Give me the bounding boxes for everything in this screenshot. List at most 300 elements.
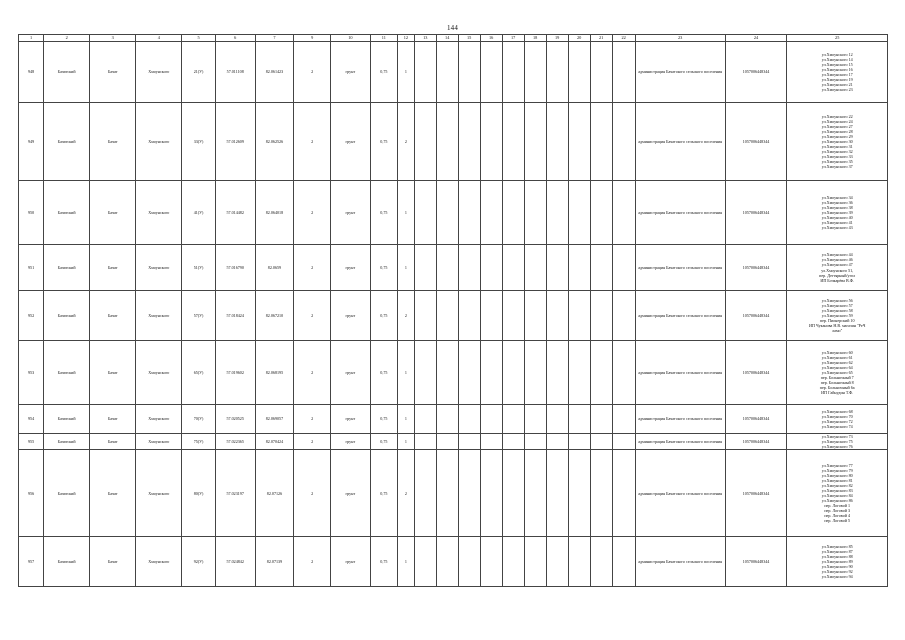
address-line: ул.Хмоунского 89 (821, 559, 853, 565)
record-number: 950 (19, 181, 44, 245)
locality-name: Бачат (90, 434, 136, 450)
column-9-value: 2 (294, 291, 331, 341)
empty-cell (458, 181, 480, 245)
ogrn-number: 1057006448344 (725, 341, 787, 405)
empty-cell (590, 341, 612, 405)
address-line: пер. Больничный 8 (820, 380, 854, 386)
settlement-name: Бачатский (44, 537, 90, 587)
latitude: 57.023197 (215, 450, 255, 537)
column-number: 6 (215, 35, 255, 42)
empty-cell (590, 181, 612, 245)
empty-cell (436, 341, 458, 405)
column-11-value: 0,75 (370, 405, 397, 434)
empty-cell (480, 405, 502, 434)
empty-cell (524, 537, 546, 587)
column-number: 23 (635, 35, 725, 42)
address-line: ул.Хмоунского 79 (821, 467, 853, 473)
table-row (19, 181, 888, 245)
settlement-name: Бачатский (44, 434, 90, 450)
latitude: 57.016790 (215, 245, 255, 291)
served-addresses (787, 291, 888, 341)
column-12-value: 2 (397, 103, 414, 181)
empty-cell (568, 405, 590, 434)
address-line: ул.Хмоунского 41 (821, 220, 853, 226)
column-number: 16 (480, 35, 502, 42)
owner-name: администрация Бачатского сельского поселения (635, 405, 725, 434)
empty-cell (524, 341, 546, 405)
address-line: ул.Хмоунского 33 (821, 154, 853, 160)
address-line: ИП Бочкарёва В.Ф. (820, 277, 855, 283)
column-number: 20 (568, 35, 590, 42)
empty-cell (414, 537, 436, 587)
column-9-value: 2 (294, 42, 331, 103)
column-number: 9 (294, 35, 331, 42)
column-number: 1 (19, 35, 44, 42)
settlement-name: Бачатский (44, 291, 90, 341)
owner-name: администрация Бачатского сельского поселения (635, 291, 725, 341)
address-line: ул.Хмоунского 83 (821, 488, 853, 494)
address-line: ул.Хмоунского 57 (821, 302, 853, 308)
address-line: ул.Хмоунского 59 (821, 312, 853, 318)
ogrn-number: 1057006448344 (725, 245, 787, 291)
empty-cell (502, 245, 524, 291)
latitude: 57.019602 (215, 341, 255, 405)
address-line: ул.Хмоунского 85 (821, 543, 853, 549)
address-line: ул.Хмоунского 40 (821, 215, 853, 221)
empty-cell (546, 181, 568, 245)
empty-cell (612, 103, 635, 181)
served-addresses (787, 405, 888, 434)
empty-cell (436, 537, 458, 587)
settlement-name: Бачатский (44, 42, 90, 103)
house-number: 70(У) (182, 405, 216, 434)
page-number: 144 (446, 24, 459, 32)
empty-cell (458, 405, 480, 434)
column-number: 5 (182, 35, 216, 42)
empty-cell (590, 103, 612, 181)
empty-cell (524, 291, 546, 341)
record-number: 953 (19, 341, 44, 405)
address-line: ул.Хмоунского 47 (821, 262, 853, 268)
column-9-value: 2 (294, 537, 331, 587)
empty-cell (436, 450, 458, 537)
address-line: пер. Больничный 6а (819, 385, 855, 391)
empty-cell (436, 434, 458, 450)
empty-cell (502, 341, 524, 405)
empty-cell (414, 450, 436, 537)
column-number: 2 (44, 35, 90, 42)
column-9-value: 2 (294, 103, 331, 181)
settlement-name: Бачатский (44, 341, 90, 405)
table-row (19, 103, 888, 181)
owner-name: администрация Бачатского сельского поселения (635, 245, 725, 291)
house-number: 75(У) (182, 434, 216, 450)
empty-cell (524, 181, 546, 245)
surface-type: грунт (330, 103, 370, 181)
longitude: 82.0659 (255, 245, 294, 291)
column-number: 17 (502, 35, 524, 42)
table-row (19, 537, 888, 587)
surface-type: грунт (330, 434, 370, 450)
empty-cell (546, 103, 568, 181)
address-line: ул.Хмоунского 38 (821, 204, 853, 210)
empty-cell (436, 405, 458, 434)
address-line: ул.Хмоунского 19 (821, 77, 853, 83)
owner-name: администрация Бачатского сельского поселения (635, 537, 725, 587)
empty-cell (458, 450, 480, 537)
empty-cell (414, 434, 436, 450)
column-12-value: 2 (397, 450, 414, 537)
record-number: 948 (19, 42, 44, 103)
empty-cell (546, 291, 568, 341)
address-line: ул.Хмоунского 21 (821, 82, 853, 88)
owner-name: администрация Бачатского сельского поселения (635, 181, 725, 245)
address-line: ул.Хмоунского 92 (821, 569, 853, 575)
record-number: 952 (19, 291, 44, 341)
empty-cell (480, 291, 502, 341)
column-number: 25 (787, 35, 888, 42)
address-line: ул.Хмоунского 70 (821, 413, 853, 419)
address-line: ул.Хмоунского 24 (821, 118, 853, 124)
column-11-value: 0,75 (370, 42, 397, 103)
address-line: ламо" (832, 328, 843, 334)
address-line: ул.Хмоунского 81 (821, 478, 853, 483)
empty-cell (502, 42, 524, 103)
address-line: ул.Хмоунского 27 (821, 123, 853, 129)
longitude: 82.070424 (255, 434, 294, 450)
empty-cell (480, 450, 502, 537)
column-11-value: 0,75 (370, 245, 397, 291)
empty-cell (590, 450, 612, 537)
empty-cell (612, 450, 635, 537)
address-line: ул.Хмоунского 94 (821, 574, 853, 580)
ogrn-number: 1057006448344 (725, 450, 787, 537)
street-name: Хмоунского (136, 291, 182, 341)
street-name: Хмоунского (136, 341, 182, 405)
served-addresses (787, 103, 888, 181)
served-addresses (787, 341, 888, 405)
empty-cell (568, 450, 590, 537)
latitude: 57.020525 (215, 405, 255, 434)
address-line: ул.Хмоунского 12 (821, 51, 853, 57)
column-12-value: 1 (397, 537, 414, 587)
longitude: 82.068195 (255, 341, 294, 405)
empty-cell (436, 42, 458, 103)
column-number: 13 (414, 35, 436, 42)
address-line: ул.Хмоунского 51, (821, 267, 854, 273)
empty-cell (590, 42, 612, 103)
column-number: 21 (590, 35, 612, 42)
column-number: 4 (136, 35, 182, 42)
address-line: ул.Хмоунского 87 (821, 549, 853, 555)
owner-name: администрация Бачатского сельского поселения (635, 42, 725, 103)
empty-cell (546, 434, 568, 450)
address-line: ул.Хмоунского 35 (821, 159, 853, 165)
empty-cell (568, 103, 590, 181)
house-number: 33(У) (182, 103, 216, 181)
address-line: ул.Хмоунского 30 (821, 138, 853, 144)
served-addresses (787, 245, 888, 291)
locality-name: Бачат (90, 341, 136, 405)
address-line: ул.Хмоунского 73 (821, 434, 853, 439)
address-line: ул.Хмоунского 46 (821, 257, 853, 263)
address-line: ул.Хмоунского 64 (821, 364, 853, 370)
empty-cell (436, 245, 458, 291)
address-line: ИП Чуканова Н.В. магазин "РеЧ (809, 323, 866, 329)
empty-cell (480, 434, 502, 450)
address-line: ул.Хмоунского 32 (821, 149, 853, 155)
empty-cell (568, 245, 590, 291)
latitude: 57.024842 (215, 537, 255, 587)
address-line: ул.Хмоунского 80 (821, 472, 853, 478)
empty-cell (590, 434, 612, 450)
table-row (19, 291, 888, 341)
empty-cell (436, 291, 458, 341)
address-line: пер. Логовой 1 (824, 503, 851, 509)
empty-cell (414, 341, 436, 405)
column-number-row (19, 35, 888, 42)
empty-cell (568, 42, 590, 103)
surface-type: грунт (330, 405, 370, 434)
column-number: 10 (330, 35, 370, 42)
empty-cell (524, 245, 546, 291)
table-row (19, 450, 888, 537)
address-line: пер. Логовой 5 (824, 518, 851, 524)
empty-cell (612, 434, 635, 450)
settlement-name: Бачатский (44, 450, 90, 537)
address-line: ул.Хмоунского 90 (821, 564, 853, 570)
address-line: ул.Хмоунского 72 (821, 419, 853, 424)
address-line: ул.Хмоунского 39 (821, 209, 853, 215)
empty-cell (480, 341, 502, 405)
empty-cell (568, 291, 590, 341)
latitude: 57.018424 (215, 291, 255, 341)
empty-cell (502, 434, 524, 450)
record-number: 955 (19, 434, 44, 450)
registry-body (19, 42, 888, 587)
settlement-name: Бачатский (44, 103, 90, 181)
street-name: Хмоунского (136, 181, 182, 245)
column-11-value: 0,75 (370, 450, 397, 537)
ogrn-number: 1057006448344 (725, 434, 787, 450)
latitude: 57.014482 (215, 181, 255, 245)
locality-name: Бачат (90, 181, 136, 245)
owner-name: администрация Бачатского сельского поселения (635, 103, 725, 181)
column-number: 3 (90, 35, 136, 42)
locality-name: Бачат (90, 245, 136, 291)
empty-cell (480, 181, 502, 245)
address-line: ул.Хмоунского 31 (821, 144, 853, 150)
ogrn-number: 1057006448344 (725, 42, 787, 103)
empty-cell (436, 181, 458, 245)
column-number: 15 (458, 35, 480, 42)
locality-name: Бачат (90, 450, 136, 537)
column-number: 7 (255, 35, 294, 42)
address-line: пер. Логовой 4 (824, 513, 851, 519)
table-row (19, 42, 888, 103)
empty-cell (502, 450, 524, 537)
address-line: пер. Дегтярный/угол (819, 272, 856, 278)
longitude: 82.067210 (255, 291, 294, 341)
empty-cell (502, 103, 524, 181)
column-9-value: 2 (294, 405, 331, 434)
record-number: 949 (19, 103, 44, 181)
address-line: ул.Хмоунского 84 (821, 493, 853, 499)
surface-type: грунт (330, 341, 370, 405)
column-12-value: 2 (397, 291, 414, 341)
served-addresses (787, 434, 888, 450)
empty-cell (568, 434, 590, 450)
empty-cell (590, 245, 612, 291)
house-number: 80(У) (182, 450, 216, 537)
empty-cell (546, 341, 568, 405)
empty-cell (458, 103, 480, 181)
street-name: Хмоунского (136, 245, 182, 291)
address-line: ул.Хмоунского 76 (821, 444, 853, 450)
ogrn-number: 1057006448344 (725, 291, 787, 341)
empty-cell (612, 42, 635, 103)
empty-cell (480, 537, 502, 587)
empty-cell (414, 42, 436, 103)
column-12-value: 1 (397, 405, 414, 434)
street-name: Хмоунского (136, 42, 182, 103)
house-number: 51(У) (182, 245, 216, 291)
column-12-value: 1 (397, 434, 414, 450)
surface-type: грунт (330, 42, 370, 103)
empty-cell (612, 181, 635, 245)
ogrn-number: 1057006448344 (725, 537, 787, 587)
empty-cell (546, 405, 568, 434)
column-11-value: 0,75 (370, 291, 397, 341)
locality-name: Бачат (90, 537, 136, 587)
registry-table (18, 34, 888, 587)
address-line: ул.Хмоунского 74 (821, 424, 853, 430)
empty-cell (568, 341, 590, 405)
served-addresses (787, 450, 888, 537)
record-number: 956 (19, 450, 44, 537)
address-line: ул.Хмоунского 43 (821, 225, 853, 231)
column-11-value: 0,75 (370, 434, 397, 450)
empty-cell (458, 434, 480, 450)
street-name: Хмоунского (136, 405, 182, 434)
empty-cell (458, 341, 480, 405)
address-line: ул.Хмоунского 15 (821, 61, 853, 67)
settlement-name: Бачатский (44, 181, 90, 245)
house-number: 41(У) (182, 181, 216, 245)
surface-type: грунт (330, 537, 370, 587)
empty-cell (502, 537, 524, 587)
settlement-name: Бачатский (44, 245, 90, 291)
longitude: 82.07139 (255, 537, 294, 587)
empty-cell (502, 405, 524, 434)
owner-name: администрация Бачатского сельского поселения (635, 450, 725, 537)
address-line: пер. Больничный 7 (820, 375, 854, 381)
column-number: 24 (725, 35, 787, 42)
empty-cell (524, 434, 546, 450)
address-line: ул.Хмоунского 22 (821, 113, 853, 119)
address-line: пер. Логовой 3 (824, 508, 851, 514)
address-line: ул.Хмоунского 61 (821, 354, 853, 360)
empty-cell (458, 245, 480, 291)
column-number: 12 (397, 35, 414, 42)
address-line: ул.Хмоунского 17 (821, 72, 853, 77)
address-line: ул.Хмоунского 36 (821, 199, 853, 205)
column-number: 22 (612, 35, 635, 42)
address-line: пер. Пионерский 10 (819, 318, 855, 324)
empty-cell (458, 42, 480, 103)
street-name: Хмоунского (136, 434, 182, 450)
house-number: 21(У) (182, 42, 216, 103)
empty-cell (612, 341, 635, 405)
column-number: 19 (546, 35, 568, 42)
address-line: ул.Хмоунского 14 (821, 56, 853, 62)
address-line: ул.Хмоунского 34 (821, 194, 853, 200)
record-number: 954 (19, 405, 44, 434)
column-12-value: 1 (397, 245, 414, 291)
record-number: 951 (19, 245, 44, 291)
ogrn-number: 1057006448344 (725, 405, 787, 434)
column-11-value: 0,75 (370, 181, 397, 245)
longitude: 82.069057 (255, 405, 294, 434)
empty-cell (414, 405, 436, 434)
surface-type: грунт (330, 291, 370, 341)
longitude: 82.07126 (255, 450, 294, 537)
empty-cell (612, 245, 635, 291)
served-addresses (787, 537, 888, 587)
address-line: ул.Хмоунского 37 (821, 164, 853, 170)
column-12-value: 1 (397, 181, 414, 245)
empty-cell (546, 537, 568, 587)
empty-cell (414, 181, 436, 245)
address-line: ул.Хмоунского 60 (821, 349, 853, 355)
address-line: ул.Хмоунского 16 (821, 66, 853, 72)
surface-type: грунт (330, 181, 370, 245)
empty-cell (568, 181, 590, 245)
column-9-value: 2 (294, 450, 331, 537)
empty-cell (480, 103, 502, 181)
surface-type: грунт (330, 245, 370, 291)
table-row (19, 341, 888, 405)
empty-cell (414, 103, 436, 181)
address-line: ул.Хмоунского 75 (821, 439, 853, 445)
column-11-value: 0,75 (370, 537, 397, 587)
empty-cell (590, 405, 612, 434)
served-addresses (787, 181, 888, 245)
owner-name: администрация Бачатского сельского поселения (635, 341, 725, 405)
street-name: Хмоунского (136, 450, 182, 537)
address-line: ИП Гайнудин Т.Ф. (821, 390, 854, 396)
column-12-value: 1 (397, 42, 414, 103)
ogrn-number: 1057006448344 (725, 103, 787, 181)
column-number: 18 (524, 35, 546, 42)
ogrn-number: 1057006448344 (725, 181, 787, 245)
latitude: 57.011108 (215, 42, 255, 103)
table-row (19, 434, 888, 450)
empty-cell (612, 405, 635, 434)
address-line: ул.Хмоунского 88 (821, 554, 853, 560)
address-line: ул.Хмоунского 28 (821, 128, 853, 134)
settlement-name: Бачатский (44, 405, 90, 434)
empty-cell (590, 291, 612, 341)
locality-name: Бачат (90, 291, 136, 341)
column-number: 14 (436, 35, 458, 42)
empty-cell (524, 42, 546, 103)
street-name: Хмоунского (136, 103, 182, 181)
table-row (19, 245, 888, 291)
column-12-value: 1 (397, 341, 414, 405)
empty-cell (414, 245, 436, 291)
locality-name: Бачат (90, 103, 136, 181)
